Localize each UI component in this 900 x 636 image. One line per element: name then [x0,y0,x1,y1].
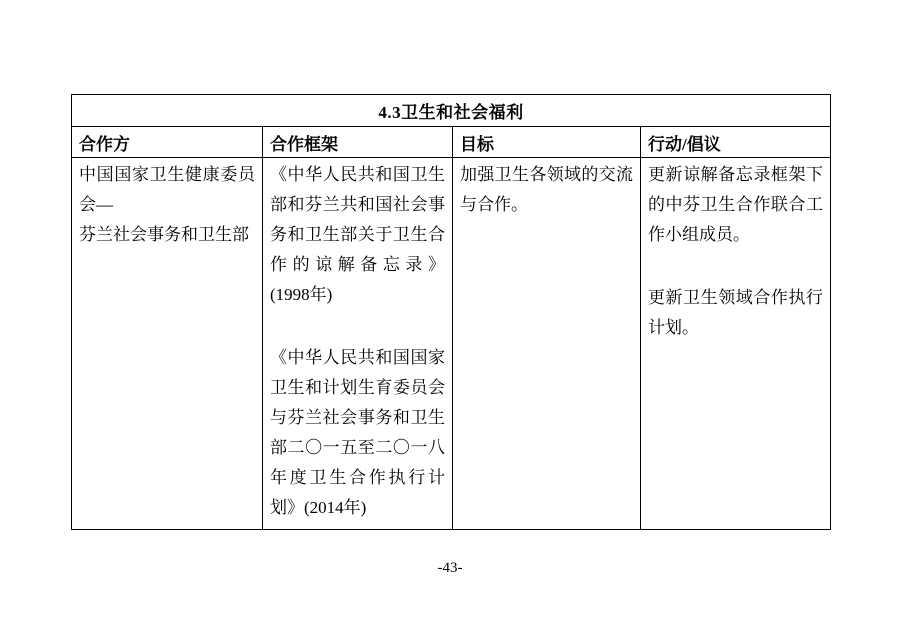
cell-framework [263,158,453,530]
cell-partner [72,158,263,530]
page-number: -43- [437,560,463,576]
cell-actions [641,158,831,530]
partner-name-line: 中国国家卫生健康委员会— [79,165,255,214]
framework-paragraph: 《中华人民共和国卫生部和芬兰共和国社会事务和卫生部关于卫生合作的谅解备忘录》(1998年) [270,165,445,304]
column-header-goal: 目标 [453,127,641,158]
framework-paragraph: 《中华人民共和国国家卫生和计划生育委员会与芬兰社会事务和卫生部二〇一五至二〇一八年度卫生合作执行计划》(2014年) [270,348,445,517]
table-title-row [72,95,831,127]
table-title: 4.3卫生和社会福利 [72,95,831,127]
action-paragraph: 更新谅解备忘录框架下的中芬卫生合作联合工作小组成员。 [648,165,823,244]
column-header-framework: 合作框架 [263,127,453,158]
column-header-actions: 行动/倡议 [641,127,831,158]
cell-goal [453,158,641,530]
column-header-partner: 合作方 [72,127,263,158]
table-row [72,158,831,530]
action-paragraph: 更新卫生领域合作执行计划。 [648,288,823,337]
table-header-row [72,127,831,158]
goal-paragraph: 加强卫生各领域的交流与合作。 [460,165,633,214]
partner-name-line: 芬兰社会事务和卫生部 [79,225,249,244]
cooperation-table [71,94,831,530]
